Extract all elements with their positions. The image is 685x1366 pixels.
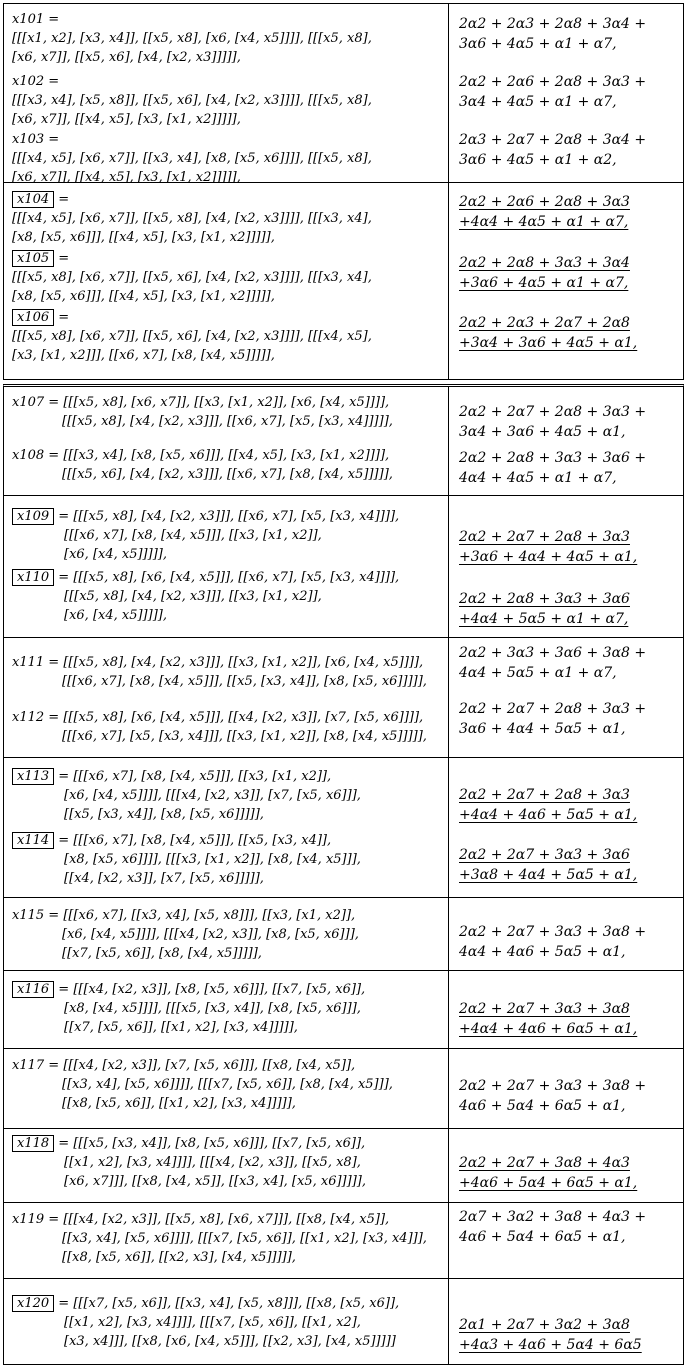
expression-line: [[x4, [x2, x3]], [x7, [x5, x6]]]]],: [64, 871, 264, 886]
weight-expression-underlined: [459, 1315, 642, 1355]
weight-line: 3α4 + 4α5 + α1 + α7,: [459, 94, 617, 110]
expression-line: [[x1, x2], [x3, x4]]]], [[[x4, [x2, x3]], [[x5, x8],: [64, 1155, 361, 1170]
equation-entry: [12, 1134, 366, 1191]
expression-line: [[x3, x4], [x5, x6]]]], [[[x7, [x5, x6]], [x8, [x4, x5]]],: [62, 1077, 393, 1092]
weight-expression-underlined: [459, 845, 637, 885]
equation-entry: [12, 308, 372, 365]
equation-entry: [12, 10, 372, 67]
equation-head: [12, 507, 399, 526]
expression-line: [[[x6, x7], [x8, [x4, x5]]], [[x3, [x1, x2]],: [64, 528, 322, 543]
weight-line: 3α6 + 4α5 + α1 + α7,: [459, 36, 617, 52]
equals-sign: =: [44, 908, 64, 923]
weight-expression: [459, 72, 646, 112]
expression-line: [[x3, x4], [x5, x6]]]], [[[x7, [x5, x6]], [[x1, x2], [x3, x4]]],: [62, 1231, 427, 1246]
weight-line: 2α2 + 2α7 + 3α8 + 4α3: [459, 1155, 630, 1171]
table-row: [3, 1203, 684, 1279]
expression-line: [[[x5, x8], [x6, x7]], [[x3, [x1, x2]], [x6, [x4, x5]]]],: [63, 395, 390, 410]
equation-label: x108: [12, 448, 45, 463]
weight-line: 4α6 + 5α4 + 6α5 + α1,: [459, 1098, 626, 1114]
equation-label: x107: [12, 395, 45, 410]
equation-entry: [12, 568, 399, 625]
equals-sign: =: [54, 769, 74, 784]
weight-line: 2α3 + 2α7 + 2α8 + 3α4 +: [459, 132, 647, 148]
weight-expression: [459, 699, 646, 739]
equals-sign: =: [54, 982, 74, 997]
expression-line: [[[x6, x7], [[x3, x4], [x5, x8]]], [[x3, [x1, x2]],: [63, 908, 356, 923]
weight-expression: [459, 14, 646, 54]
weight-line: 2α2 + 2α7 + 3α3 + 3α6: [459, 847, 630, 863]
expression-line: [[x8, [x5, x6]], [[x2, x3], [x4, x5]]]]],: [62, 1250, 296, 1265]
equation-head: [12, 10, 372, 29]
column-divider: [448, 496, 449, 637]
expression-line: [[[x3, x4], [x5, x8]], [[x5, x6], [x4, [x2, x3]]]], [[[x5, x8],: [12, 93, 372, 108]
weight-line: 3α6 + 4α4 + 5α5 + α1,: [459, 721, 626, 737]
expression-line: [x6, x7]]], [[x8, [x4, x5]], [[x3, x4], [x5, x6]]]]],: [64, 1174, 366, 1189]
equation-head: [12, 249, 372, 268]
weight-line: +4α3 + 4α6 + 5α4 + 6α5: [459, 1337, 642, 1353]
equation-head: [12, 190, 372, 209]
table-row: [3, 3, 684, 183]
weight-expression: [459, 1207, 646, 1247]
equation-entry: [12, 980, 365, 1037]
equation-entry: [12, 393, 393, 431]
weight-expression: [459, 402, 646, 442]
column-divider: [448, 1203, 449, 1278]
expression-line: [[[x5, x8], [x6, [x4, x5]]], [[x4, [x2, x3]], [x7, [x5, x6]]]],: [63, 710, 424, 725]
weight-line: 2α2 + 3α3 + 3α6 + 3α8 +: [459, 645, 647, 661]
expression-line: [x6, x7]], [[x4, x5], [x3, [x1, x2]]]]],: [12, 112, 241, 127]
expression-line: [[[x5, x8], [x4, [x2, x3]]], [[x6, x7], [x5, [x3, x4]]]]],: [62, 414, 393, 429]
weight-line: +4α4 + 5α5 + α1 + α7,: [459, 611, 629, 627]
equation-head: [12, 831, 361, 850]
equation-entry: [12, 1294, 399, 1351]
expression-line: [[[x6, x7], [x8, [x4, x5]]], [[x5, [x3, x4]],: [73, 833, 332, 848]
equation-label: x105: [12, 250, 54, 267]
weight-line: 2α2 + 2α7 + 3α3 + 3α8 +: [459, 924, 647, 940]
expression-line: [[x8, [x5, x6]], [[x1, x2], [x3, x4]]]]],: [62, 1096, 296, 1111]
table-row: [3, 1129, 684, 1203]
expression-line: [[[x3, x4], [x8, [x5, x6]]], [[x4, x5], [x3, [x1, x2]]]],: [63, 448, 390, 463]
equation-head: [12, 906, 359, 925]
equation-head: [12, 708, 427, 727]
column-divider: [448, 183, 449, 379]
expression-line: [[x7, [x5, x6]], [[x1, x2], [x3, x4]]]]],: [64, 1020, 298, 1035]
column-divider: [448, 387, 449, 495]
weight-expression: [459, 130, 646, 170]
weight-expression-underlined: [459, 1153, 637, 1193]
expression-line: [[[x7, [x5, x6]], [[x3, x4], [x5, x8]]], [[x8, [x5, x6]],: [73, 1296, 400, 1311]
table-row: [3, 1049, 684, 1129]
weight-line: 4α4 + 4α5 + α1 + α7,: [459, 470, 617, 486]
expression-line: [[[x6, x7], [x8, [x4, x5]]], [[x5, [x3, x4]], [x8, [x5, x6]]]]],: [62, 674, 427, 689]
equation-head: [12, 653, 427, 672]
expression-line: [[[x4, x5], [x6, x7]], [[x5, x8], [x4, [x2, x3]]]], [[[x3, x4],: [12, 211, 372, 226]
weight-line: 2α2 + 2α8 + 3α3 + 3α6: [459, 591, 630, 607]
equals-sign: =: [54, 251, 70, 266]
equation-label: x104: [12, 191, 54, 208]
weight-line: 2α2 + 2α7 + 2α8 + 3α3 +: [459, 701, 647, 717]
weight-line: +3α6 + 4α5 + α1 + α7,: [459, 275, 629, 291]
weight-expression: [459, 643, 646, 683]
equation-entry: [12, 906, 359, 963]
weight-expression: [459, 448, 646, 488]
equation-entry: [12, 708, 427, 746]
weight-line: 4α6 + 5α4 + 6α5 + α1,: [459, 1229, 626, 1245]
equation-entry: [12, 130, 372, 187]
equals-sign: =: [54, 1136, 74, 1151]
weight-expression-underlined: [459, 999, 637, 1039]
expression-line: [x8, [x5, x6]]]], [[[x3, [x1, x2]], [x8, [x4, x5]]],: [64, 852, 361, 867]
weight-line: 2α2 + 2α7 + 2α8 + 3α3 +: [459, 404, 647, 420]
weight-line: 2α2 + 2α6 + 2α8 + 3α3 +: [459, 74, 647, 90]
equals-sign: =: [44, 395, 64, 410]
table-row: [3, 898, 684, 971]
weight-expression-underlined: [459, 313, 637, 353]
equation-head: [12, 980, 365, 999]
expression-line: [[[x6, x7], [x5, [x3, x4]]], [[x3, [x1, x2]], [x8, [x4, x5]]]]],: [62, 729, 427, 744]
equation-head: [12, 130, 372, 149]
expression-line: [x6, [x4, x5]]]]],: [64, 547, 167, 562]
column-divider: [448, 638, 449, 757]
table-row: [3, 971, 684, 1049]
table-row: [3, 638, 684, 758]
expression-line: [[[x5, x8], [x6, x7]], [[x5, x6], [x4, [x2, x3]]]], [[[x3, x4],: [12, 270, 372, 285]
equation-entry: [12, 507, 399, 564]
expression-line: [x8, [x4, x5]]]], [[[x5, [x3, x4]], [x8, [x5, x6]]],: [64, 1001, 361, 1016]
weight-line: 2α2 + 2α7 + 3α3 + 3α8 +: [459, 1078, 647, 1094]
weight-line: 2α2 + 2α8 + 3α3 + 3α4: [459, 255, 630, 271]
weight-line: 2α2 + 2α3 + 2α7 + 2α8: [459, 315, 630, 331]
column-divider: [448, 1129, 449, 1202]
expression-line: [[[x1, x2], [x3, x4]], [[x5, x8], [x6, [x4, x5]]]], [[[x5, x8],: [12, 31, 372, 46]
equation-head: [12, 393, 393, 412]
equation-entry: [12, 446, 393, 484]
expression-line: [x6, x7]], [[x4, x5], [x3, [x1, x2]]]]],: [12, 170, 241, 185]
equation-label: x113: [12, 768, 54, 785]
expression-line: [[[x5, x8], [x4, [x2, x3]]], [[x3, [x1, x2]], [x6, [x4, x5]]]],: [63, 655, 424, 670]
expression-line: [[[x4, [x2, x3]], [[x5, x8], [x6, x7]]], [[x8, [x4, x5]],: [63, 1212, 390, 1227]
weight-expression-underlined: [459, 785, 637, 825]
expression-line: [[x5, [x3, x4]], [x8, [x5, x6]]]]],: [64, 807, 264, 822]
weight-line: 2α2 + 2α6 + 2α8 + 3α3: [459, 194, 630, 210]
equals-sign: =: [44, 448, 64, 463]
equation-label: x101 =: [12, 12, 60, 27]
expression-line: [[[x4, x5], [x6, x7]], [[x3, x4], [x8, [x5, x6]]]], [[[x5, x8],: [12, 151, 372, 166]
weight-line: 2α2 + 2α8 + 3α3 + 3α6 +: [459, 450, 647, 466]
weight-line: +4α6 + 5α4 + 6α5 + α1,: [459, 1175, 638, 1191]
expression-line: [x8, [x5, x6]]], [[x4, x5], [x3, [x1, x2]]]]],: [12, 289, 275, 304]
table-row: [3, 384, 684, 496]
equals-sign: =: [54, 570, 74, 585]
equation-entry: [12, 72, 372, 129]
equation-label: x106: [12, 309, 54, 326]
equation-label: x120: [12, 1295, 54, 1312]
equation-head: [12, 1134, 366, 1153]
expression-line: [[[x5, x8], [x6, [x4, x5]]], [[x6, x7], [x5, [x3, x4]]]],: [73, 570, 400, 585]
expression-line: [x6, x7]], [[x5, x6], [x4, [x2, x3]]]]],: [12, 50, 241, 65]
weight-line: 2α2 + 2α7 + 2α8 + 3α3: [459, 529, 630, 545]
weight-line: +4α4 + 4α5 + α1 + α7,: [459, 214, 629, 230]
expression-line: [[[x5, x8], [x4, [x2, x3]]], [[x6, x7], [x5, [x3, x4]]]],: [73, 509, 400, 524]
weight-line: +4α4 + 4α6 + 5α5 + α1,: [459, 807, 638, 823]
weight-expression-underlined: [459, 527, 637, 567]
equation-label: x117: [12, 1058, 45, 1073]
equation-label: x116: [12, 981, 54, 998]
column-divider: [448, 758, 449, 897]
equals-sign: =: [54, 1296, 74, 1311]
table-row: [3, 1279, 684, 1365]
equation-label: x112: [12, 710, 45, 725]
column-divider: [448, 971, 449, 1048]
equation-head: [12, 1056, 393, 1075]
expression-line: [x6, [x4, x5]]]], [[[x4, [x2, x3]], [x7, [x5, x6]]],: [64, 788, 361, 803]
equation-head: [12, 446, 393, 465]
equals-sign: =: [44, 710, 64, 725]
weight-line: 2α1 + 2α7 + 3α2 + 3α8: [459, 1317, 630, 1333]
equation-label: x109: [12, 508, 54, 525]
equation-label: x114: [12, 832, 54, 849]
weight-line: 4α4 + 4α6 + 5α5 + α1,: [459, 944, 626, 960]
expression-line: [x6, [x4, x5]]]]],: [64, 608, 167, 623]
weight-line: 2α2 + 2α3 + 2α8 + 3α4 +: [459, 16, 647, 32]
table-row: [3, 496, 684, 638]
equation-label: x110: [12, 569, 54, 586]
equation-label: x119: [12, 1212, 45, 1227]
equation-entry: [12, 831, 361, 888]
table-row: [3, 183, 684, 380]
column-divider: [448, 1049, 449, 1128]
expression-line: [[[x5, x8], [x6, x7]], [[x5, x6], [x4, [x2, x3]]]], [[[x4, x5],: [12, 329, 372, 344]
weight-expression: [459, 922, 646, 962]
equals-sign: =: [44, 655, 64, 670]
weight-line: 2α2 + 2α7 + 2α8 + 3α3: [459, 787, 630, 803]
weight-expression-underlined: [459, 589, 630, 629]
column-divider: [448, 1279, 449, 1364]
expression-line: [[[x6, x7], [x8, [x4, x5]]], [[x3, [x1, x2]],: [73, 769, 332, 784]
equation-label: x103 =: [12, 132, 60, 147]
equation-label: x115: [12, 908, 45, 923]
column-divider: [448, 4, 449, 182]
equation-entry: [12, 767, 361, 824]
equation-head: [12, 72, 372, 91]
equation-entry: [12, 1056, 393, 1113]
equation-entry: [12, 1210, 427, 1267]
equals-sign: =: [54, 310, 70, 325]
expression-line: [[[x4, [x2, x3]], [x7, [x5, x6]]], [[x8, [x4, x5]],: [63, 1058, 356, 1073]
equation-label: x118: [12, 1135, 54, 1152]
equals-sign: =: [54, 509, 74, 524]
expression-line: [[[x5, x8], [x4, [x2, x3]]], [[x3, [x1, x2]],: [64, 589, 322, 604]
column-divider: [448, 898, 449, 970]
expression-line: [x6, [x4, x5]]]], [[[x4, [x2, x3]], [x8, [x5, x6]]],: [62, 927, 359, 942]
equation-label: x102 =: [12, 74, 60, 89]
weight-line: 3α4 + 3α6 + 4α5 + α1,: [459, 424, 626, 440]
expression-line: [[[x5, x6], [x4, [x2, x3]]], [[x6, x7], [x8, [x4, x5]]]]],: [62, 467, 393, 482]
weight-expression-underlined: [459, 192, 630, 232]
weight-line: +3α4 + 3α6 + 4α5 + α1,: [459, 335, 638, 351]
weight-line: 2α2 + 2α7 + 3α3 + 3α8: [459, 1001, 630, 1017]
weight-expression: [459, 1076, 646, 1116]
weight-expression-underlined: [459, 253, 630, 293]
equals-sign: =: [44, 1212, 64, 1227]
weight-line: 4α4 + 5α5 + α1 + α7,: [459, 665, 617, 681]
weight-line: +3α6 + 4α4 + 4α5 + α1,: [459, 549, 638, 565]
equation-entry: [12, 249, 372, 306]
equation-head: [12, 1210, 427, 1229]
equation-head: [12, 1294, 399, 1313]
weight-line: 3α6 + 4α5 + α1 + α2,: [459, 152, 617, 168]
expression-line: [x8, [x5, x6]]], [[x4, x5], [x3, [x1, x2]]]]],: [12, 230, 275, 245]
equation-entry: [12, 190, 372, 247]
expression-line: [[x1, x2], [x3, x4]]]], [[[x7, [x5, x6]], [[x1, x2],: [64, 1315, 361, 1330]
weight-line: 2α7 + 3α2 + 3α8 + 4α3 +: [459, 1209, 647, 1225]
equals-sign: =: [54, 833, 74, 848]
expression-line: [x3, x4]]], [[x8, [x6, [x4, x5]]], [[x2, x3], [x4, x5]]]]]: [64, 1334, 396, 1349]
weight-line: +4α4 + 4α6 + 6α5 + α1,: [459, 1021, 638, 1037]
equation-entry: [12, 653, 427, 691]
expression-line: [[x7, [x5, x6]], [x8, [x4, x5]]]]],: [62, 946, 262, 961]
expression-line: [x3, [x1, x2]]], [[x6, x7], [x8, [x4, x5]]]]],: [12, 348, 275, 363]
equation-head: [12, 308, 372, 327]
equation-label: x111: [12, 655, 45, 670]
expression-line: [[[x4, [x2, x3]], [x8, [x5, x6]]], [[x7, [x5, x6]],: [73, 982, 366, 997]
equals-sign: =: [54, 192, 70, 207]
weight-line: +3α8 + 4α4 + 5α5 + α1,: [459, 867, 638, 883]
equation-head: [12, 767, 361, 786]
table-row: [3, 758, 684, 898]
equals-sign: =: [44, 1058, 64, 1073]
equation-head: [12, 568, 399, 587]
expression-line: [[[x5, [x3, x4]], [x8, [x5, x6]]], [[x7, [x5, x6]],: [73, 1136, 366, 1151]
